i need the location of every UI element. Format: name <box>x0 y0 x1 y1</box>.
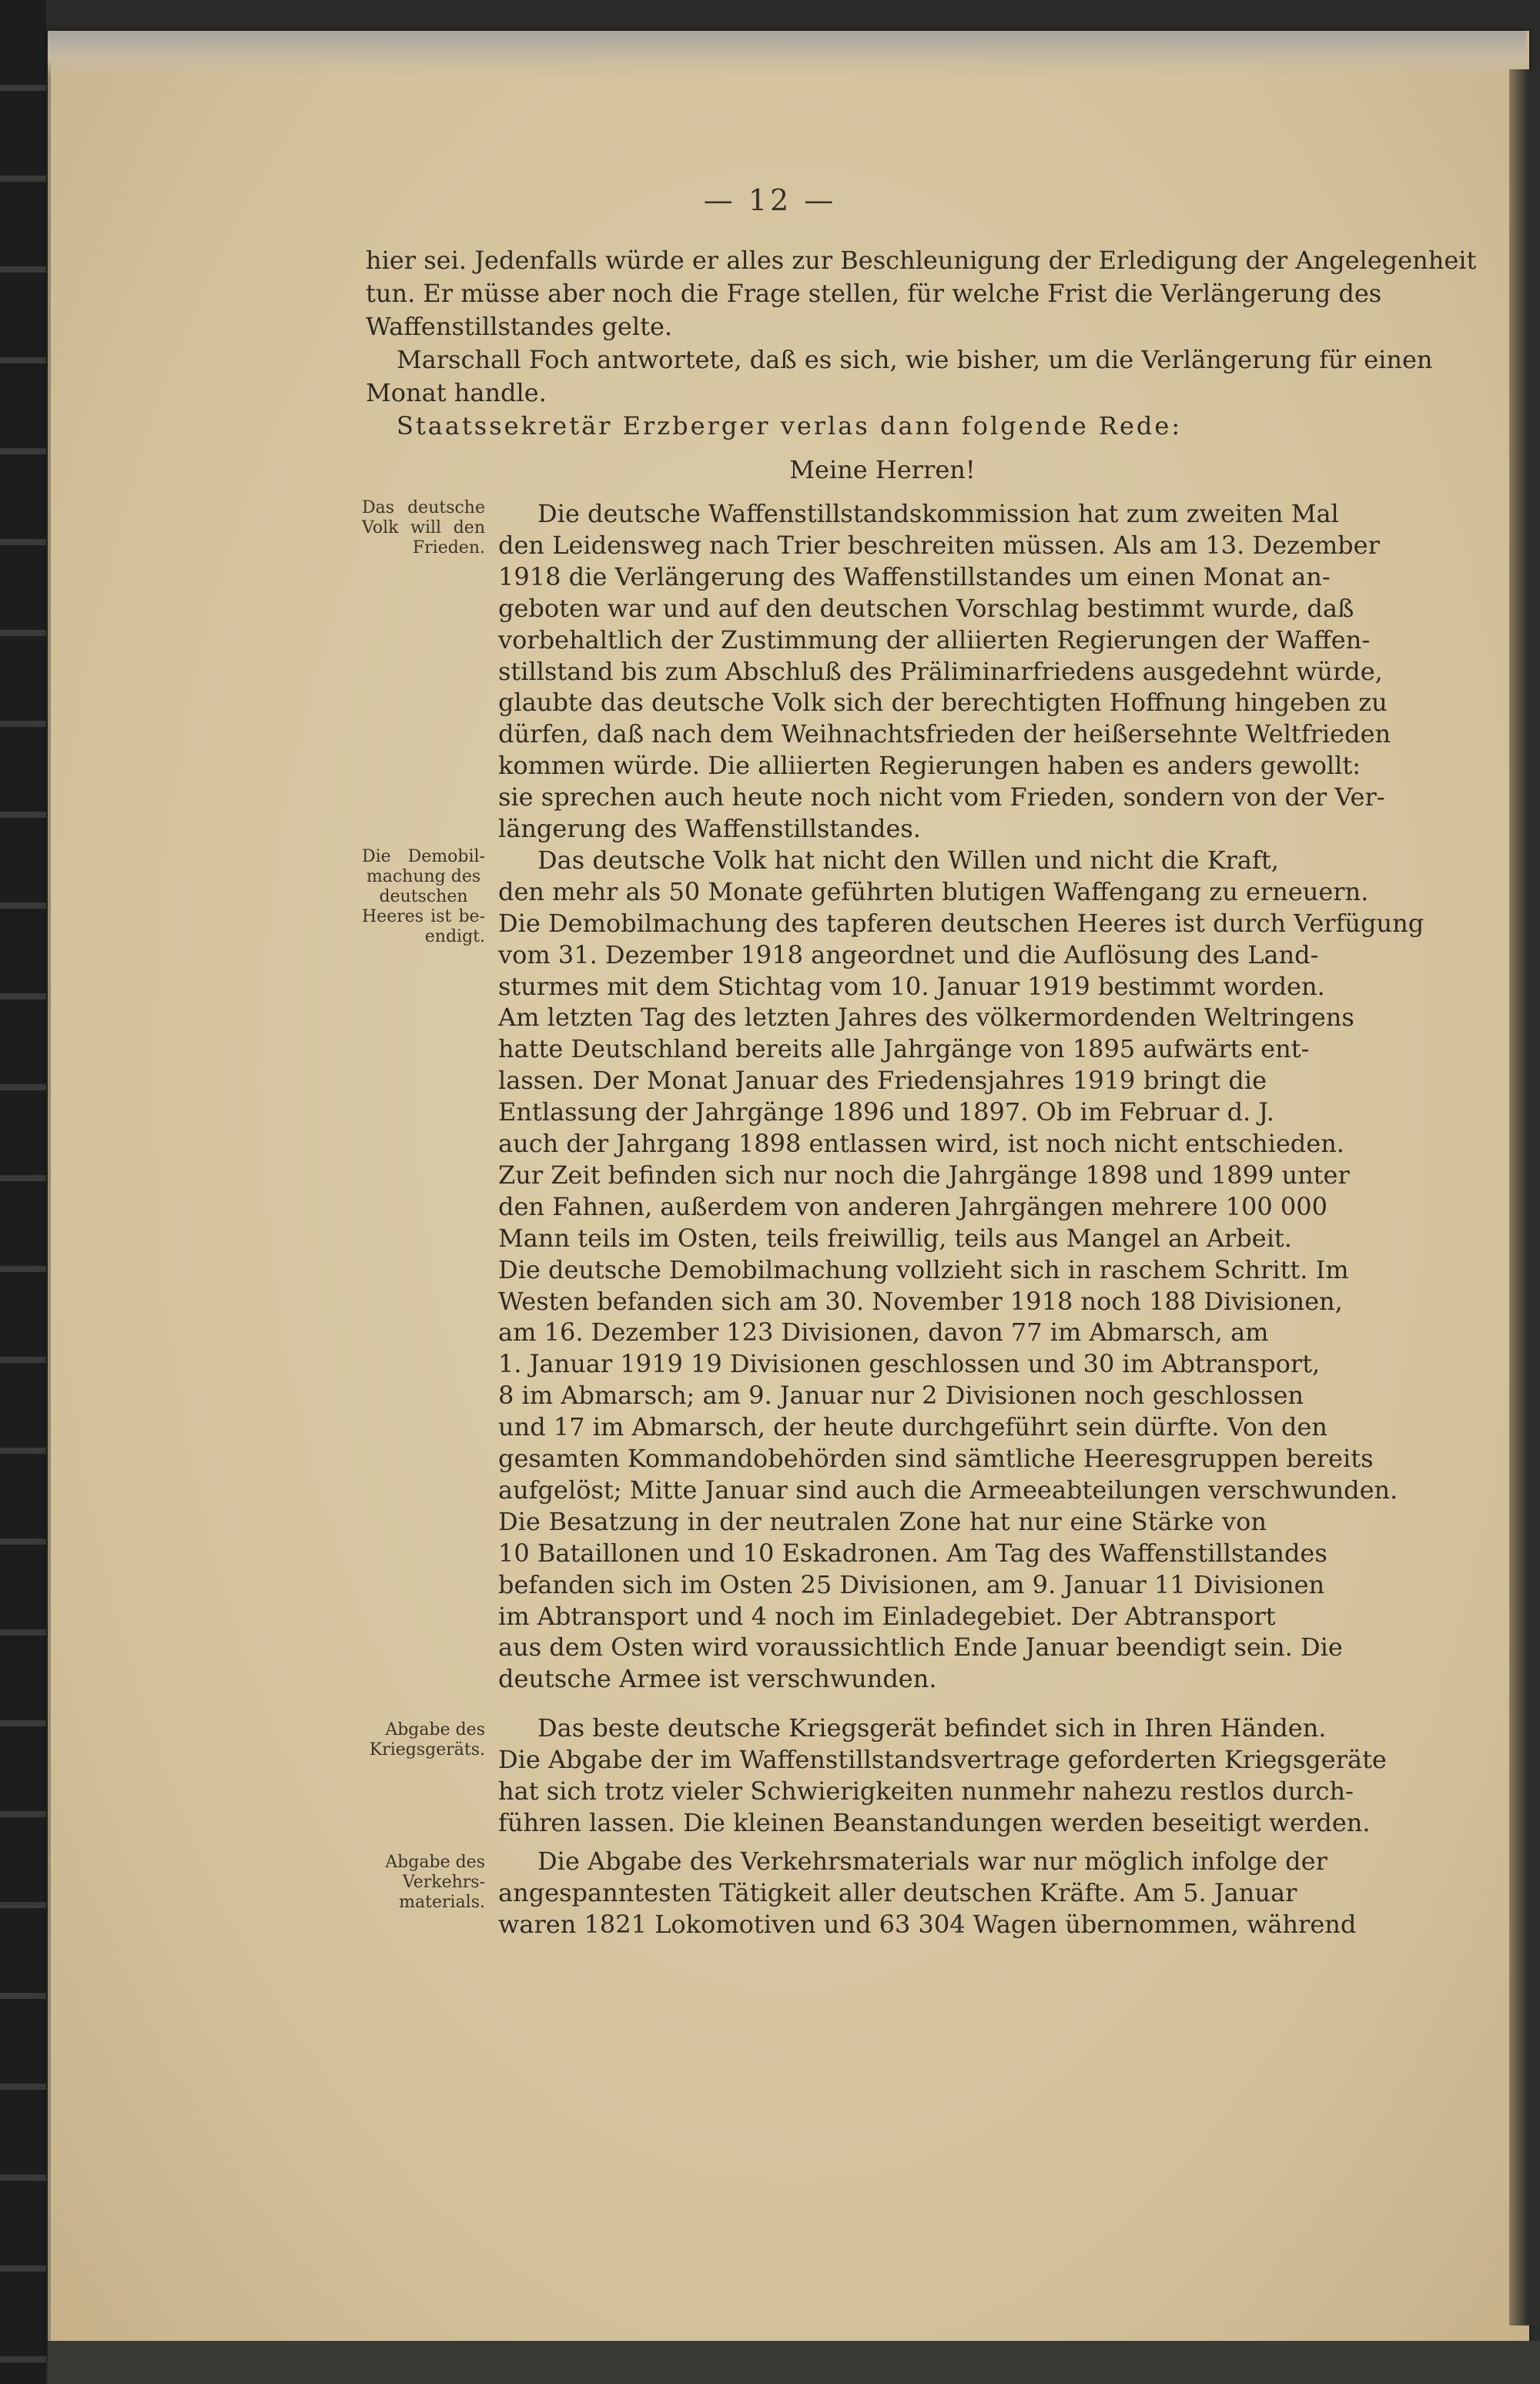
text-line: den Leidensweg nach Trier beschreiten müssen. Als am 13. Dezember <box>498 531 1380 560</box>
text-line: stillstand bis zum Abschluß des Präliminarfriedens ausgedehnt würde, <box>498 657 1383 686</box>
salutation: Meine Herren! <box>789 455 976 484</box>
text-line: glaubte das deutsche Volk sich der berechtigten Hoffnung hingeben zu <box>498 688 1388 717</box>
text-line: befanden sich im Osten 25 Divisionen, am 9. Januar 11 Divisionen <box>498 1570 1325 1599</box>
text-line: Staatssekretär Erzberger verlas dann folgende Rede: <box>397 411 1183 440</box>
text-line: deutsche Armee ist verschwunden. <box>498 1664 937 1693</box>
margin-note-line: Abgabe des <box>385 1853 485 1872</box>
margin-note-line: deutschen <box>379 887 468 906</box>
text-line: Waffenstillstandes gelte. <box>366 312 673 341</box>
text-line: Zur Zeit befinden sich nur noch die Jahrgänge 1898 und 1899 unter <box>498 1160 1350 1190</box>
text-line: und 17 im Abmarsch, der heute durchgeführt sein dürfte. Von den <box>498 1412 1327 1441</box>
margin-note-line: materials. <box>399 1893 485 1912</box>
text-line: 8 im Abmarsch; am 9. Januar nur 2 Divisionen noch geschlossen <box>498 1381 1304 1410</box>
text-line: führen lassen. Die kleinen Beanstandungen werden beseitigt werden. <box>498 1808 1371 1837</box>
text-line: hier sei. Jedenfalls würde er alles zur Beschleunigung der Erledigung der Angelegenheit <box>366 246 1477 275</box>
text-line: den mehr als 50 Monate geführten blutigen Waffengang zu erneuern. <box>498 877 1369 906</box>
text-line: Marschall Foch antwortete, daß es sich, wie bisher, um die Verlängerung für einen <box>397 345 1433 374</box>
margin-note-line: Verkehrs- <box>402 1873 485 1892</box>
margin-note-line: Abgabe des <box>385 1720 485 1739</box>
text-line: gesamten Kommandobehörden sind sämtliche Heeresgruppen bereits <box>498 1444 1374 1473</box>
page-right-edge <box>1509 69 1540 2325</box>
text-line: Die deutsche Demobilmachung vollzieht sich in raschem Schritt. Im <box>498 1255 1349 1284</box>
text-line: Die Besatzung in der neutralen Zone hat nur eine Stärke von <box>498 1507 1267 1536</box>
text-line: Mann teils im Osten, teils freiwillig, teils aus Mangel an Arbeit. <box>498 1224 1292 1253</box>
margin-note-line: Volk will den <box>362 518 485 537</box>
text-line: Monat handle. <box>366 378 547 407</box>
page-bottom-edge <box>48 2341 1540 2384</box>
text-line: lassen. Der Monat Januar des Friedensjahres 1919 bringt die <box>498 1066 1267 1095</box>
text-line: geboten war und auf den deutschen Vorschlag bestimmt wurde, daß <box>498 594 1354 623</box>
margin-note-line: Die Demobil- <box>362 847 485 866</box>
text-line: Die Abgabe des Verkehrsmaterials war nur möglich infolge der <box>537 1847 1327 1876</box>
text-line: Die Demobilmachung des tapferen deutschen Heeres ist durch Verfügung <box>498 909 1424 938</box>
text-line: sie sprechen auch heute noch nicht vom Frieden, sondern von der Ver- <box>498 782 1385 812</box>
background-desk <box>0 0 46 2384</box>
text-line: tun. Er müsse aber noch die Frage stellen, für welche Frist die Verlängerung des <box>366 279 1382 308</box>
text-line: Die deutsche Waffenstillstandskommission hat zum zweiten Mal <box>537 499 1339 528</box>
text-line: hatte Deutschland bereits alle Jahrgänge von 1895 aufwärts ent- <box>498 1034 1310 1063</box>
text-line: Das deutsche Volk hat nicht den Willen und nicht die Kraft, <box>537 845 1279 875</box>
page-top-edge <box>48 31 1526 77</box>
text-line: hat sich trotz vieler Schwierigkeiten nunmehr nahezu restlos durch- <box>498 1776 1354 1806</box>
text-line: vorbehaltlich der Zustimmung der alliierten Regierungen der Waffen- <box>498 625 1371 655</box>
margin-note-line: Heeres ist be- <box>362 907 485 926</box>
text-line: waren 1821 Lokomotiven und 63 304 Wagen übernommen, während <box>498 1910 1357 1939</box>
text-line: 10 Bataillonen und 10 Eskadronen. Am Tag des Waffenstillstandes <box>498 1539 1327 1568</box>
text-line: Die Abgabe der im Waffenstillstandsvertrage geforderten Kriegsgeräte <box>498 1745 1387 1774</box>
text-line: längerung des Waffenstillstandes. <box>498 814 921 843</box>
margin-note-line: Kriegsgeräts. <box>369 1740 485 1760</box>
text-line: 1. Januar 1919 19 Divisionen geschlossen und 30 im Abtransport, <box>498 1349 1321 1378</box>
margin-note-line: endigt. <box>424 927 485 946</box>
text-line: den Fahnen, außerdem von anderen Jahrgängen mehrere 100 000 <box>498 1192 1327 1221</box>
text-line: vom 31. Dezember 1918 angeordnet und die Auflösung des Land- <box>498 940 1319 969</box>
text-line: im Abtransport und 4 noch im Einladegebiet. Der Abtransport <box>498 1602 1276 1631</box>
text-line: Westen befanden sich am 30. November 1918 noch 188 Divisionen, <box>498 1287 1343 1316</box>
text-line: kommen würde. Die alliierten Regierungen haben es anders gewollt: <box>498 751 1361 780</box>
text-line: aus dem Osten wird voraussichtlich Ende Januar beendigt sein. Die <box>498 1632 1343 1662</box>
text-line: am 16. Dezember 123 Divisionen, davon 77 im Abmarsch, am <box>498 1318 1269 1347</box>
text-line: Am letzten Tag des letzten Jahres des völkermordenden Weltringens <box>498 1003 1354 1032</box>
text-line: auch der Jahrgang 1898 entlassen wird, ist noch nicht entschieden. <box>498 1129 1344 1158</box>
text-line: aufgelöst; Mitte Januar sind auch die Armeeabteilungen verschwunden. <box>498 1475 1398 1505</box>
text-line: dürfen, daß nach dem Weihnachtsfrieden der heißersehnte Weltfrieden <box>498 719 1391 748</box>
margin-note-line: Frieden. <box>412 538 485 557</box>
text-line: sturmes mit dem Stichtag vom 10. Januar 1919 bestimmt worden. <box>498 972 1325 1001</box>
text-line: angespanntesten Tätigkeit aller deutschen Kräfte. Am 5. Januar <box>498 1878 1297 1907</box>
page-number: — 12 — <box>703 183 837 217</box>
margin-note-line: Das deutsche <box>362 498 485 517</box>
margin-note-line: machung des <box>366 867 481 886</box>
text-line: Entlassung der Jahrgänge 1896 und 1897. Ob im Februar d. J. <box>498 1097 1274 1127</box>
text-line: 1918 die Verlängerung des Waffenstillstandes um einen Monat an- <box>498 562 1331 591</box>
text-line: Das beste deutsche Kriegsgerät befindet sich in Ihren Händen. <box>537 1713 1327 1743</box>
